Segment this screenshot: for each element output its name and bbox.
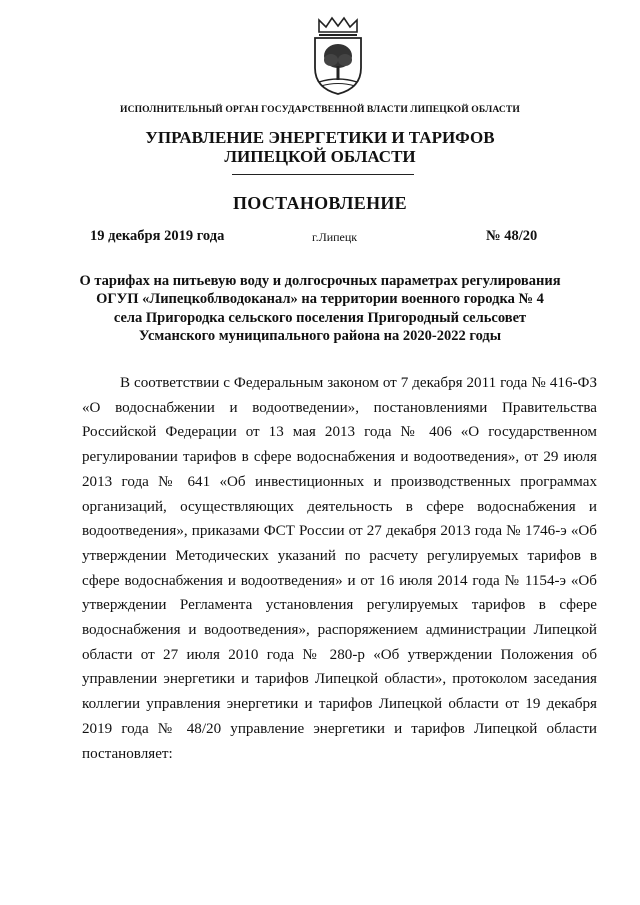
- document-city: г.Липецк: [312, 230, 358, 244]
- department-name-line-1: УПРАВЛЕНИЕ ЭНЕРГЕТИКИ И ТАРИФОВ: [145, 128, 495, 147]
- document-meta-row: [0, 228, 640, 246]
- document-body-paragraph: В соответствии с Федеральным законом от 7 декабря 2011 года № 416-ФЗ «О водоснабжении и водоотведении», постановлениями Правительства Российской Федерации от 13 мая 2013 года № 406 «О государственном регулировании тарифов в сфере водоснабжения и водоотведения», от 29 июля 2013 года № 641 «Об инвестиционных и производственных программах организаций, осуществляющих деятельность в сфере водоснабжения и водоотведения», приказами ФСТ России от 27 декабря 2013 года № 1746-э «Об утверждении Методических указаний по расчету регулируемых тарифов в сфере водоснабжения и водоотведения» и от 16 июля 2014 года № 1154-э «Об утверждении Регламента установления регулируемых тарифов в сфере водоснабжения и водоотведения», распоряжением администрации Липецкой области от 27 июля 2010 года № 280-р «Об утверждении Положения об управлении энергетики и тарифов Липецкой области», протоколом заседания коллегии управления энергетики и тарифов Липецкой области от 19 декабря 2019 года № 48/20 управление энергетики и тарифов Липецкой области постановляет:: [82, 375, 597, 762]
- document-title-line: ОГУП «Липецкоблводоканал» на территории военного городка № 4: [96, 291, 544, 308]
- header-divider: [232, 174, 414, 175]
- authority-name: ИСПОЛНИТЕЛЬНЫЙ ОРГАН ГОСУДАРСТВЕННОЙ ВЛАСТИ ЛИПЕЦКОЙ ОБЛАСТИ: [120, 104, 520, 115]
- coat-of-arms-icon: [309, 16, 367, 96]
- document-title-line: села Пригородка сельского поселения Пригородный сельсовет: [113, 309, 527, 326]
- document-number: № 48/20: [486, 228, 538, 244]
- document-date: 19 декабря 2019 года: [90, 228, 225, 244]
- document-title-line: О тарифах на питьевую воду и долгосрочных параметрах регулирования: [79, 273, 561, 289]
- document-type: ПОСТАНОВЛЕНИЕ: [233, 193, 407, 213]
- document-title: [0, 272, 640, 346]
- department-name: [0, 128, 640, 166]
- document-title-line: Усманского муниципального района на 2020-2022 годы: [138, 328, 502, 345]
- department-name-line-2: ЛИПЕЦКОЙ ОБЛАСТИ: [224, 147, 416, 166]
